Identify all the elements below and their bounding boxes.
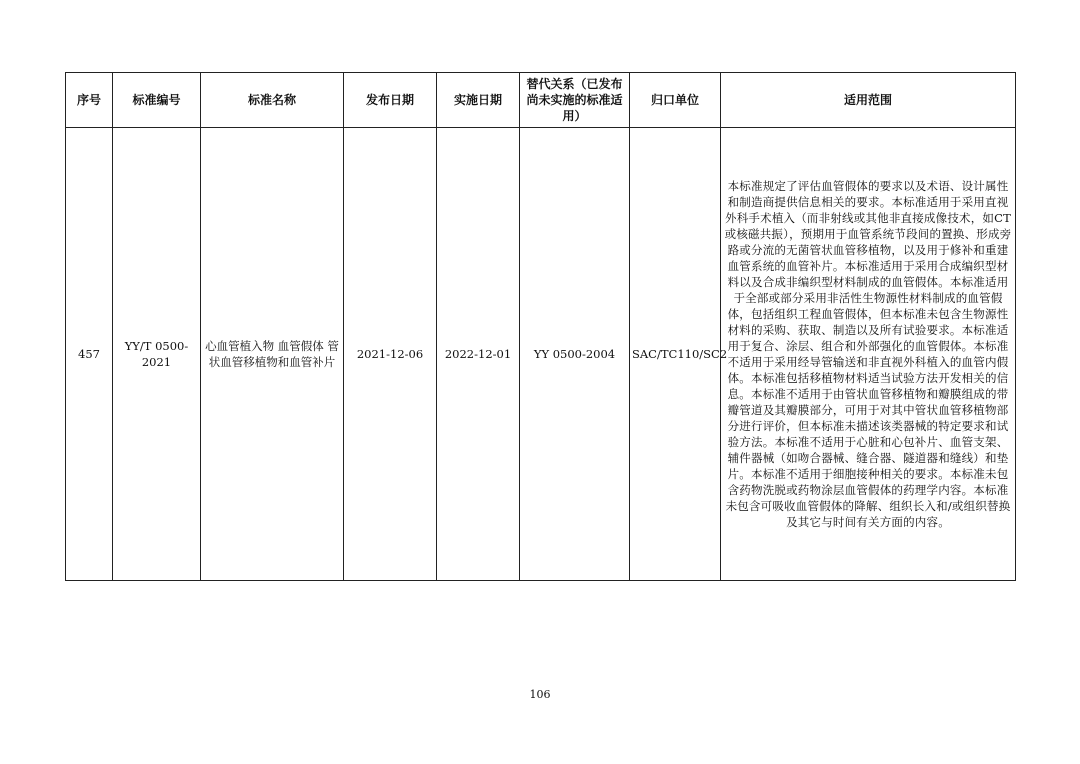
cell-publish-date: 2021-12-06 (344, 128, 437, 581)
header-scope: 适用范围 (721, 73, 1016, 128)
header-publish-date: 发布日期 (344, 73, 437, 128)
header-standard-code: 标准编号 (113, 73, 201, 128)
header-implement-date: 实施日期 (437, 73, 520, 128)
standards-table (65, 72, 1016, 581)
cell-standard-name: 心血管植入物 血管假体 管状血管移植物和血管补片 (201, 128, 344, 581)
header-replacement: 替代关系（已发布尚未实施的标准适用） (520, 73, 630, 128)
cell-responsible-unit: SAC/TC110/SC2 (630, 128, 721, 581)
cell-scope: 本标准规定了评估血管假体的要求以及术语、设计属性和制造商提供信息相关的要求。本标准适用于采用直视外科手术植入（而非射线或其他非直接成像技术，如CT或核磁共振），预期用于血管系统节段间的置换、形成旁路或分流的无菌管状血管移植物，以及用于修补和重建血管系统的血管补片。本标准适用于采用合成编织型材料以及合成非编织型材料制成的血管假体。本标准适用于全部或部分采用非活性生物源性材料制成的血管假体，包括组织工程血管假体，但本标准未包含生物源性材料的采购、获取、制造以及所有试验要求。本标准适用于复合、涂层、组合和外部强化的血管假体。本标准不适用于采用经导管输送和非直视外科植入的血管内假体。本标准包括移植物材料适当试验方法开发相关的信息。本标准不适用于由管状血管移植物和瓣膜组成的带瓣管道及其瓣膜部分，可用于对其中管状血管移植物部分进行评价，但本标准未描述该类器械的特定要求和试验方法。本标准不适用于心脏和心包补片、血管支架、辅件器械（如吻合器械、缝合器、隧道器和缝线）和垫片。本标准不适用于细胞接种相关的要求。本标准未包含药物洗脱或药物涂层血管假体的药理学内容。本标准未包含可吸收血管假体的降解、组织长入和/或组织替换及其它与时间有关方面的内容。 (721, 128, 1016, 581)
header-row (66, 73, 1016, 128)
header-standard-name: 标准名称 (201, 73, 344, 128)
cell-serial: 457 (66, 128, 113, 581)
cell-implement-date: 2022-12-01 (437, 128, 520, 581)
page-number: 106 (529, 688, 551, 701)
header-responsible-unit: 归口单位 (630, 73, 721, 128)
cell-standard-code: YY/T 0500-2021 (113, 128, 201, 581)
table-row (66, 128, 1016, 581)
header-serial: 序号 (66, 73, 113, 128)
cell-replaces: YY 0500-2004 (520, 128, 630, 581)
